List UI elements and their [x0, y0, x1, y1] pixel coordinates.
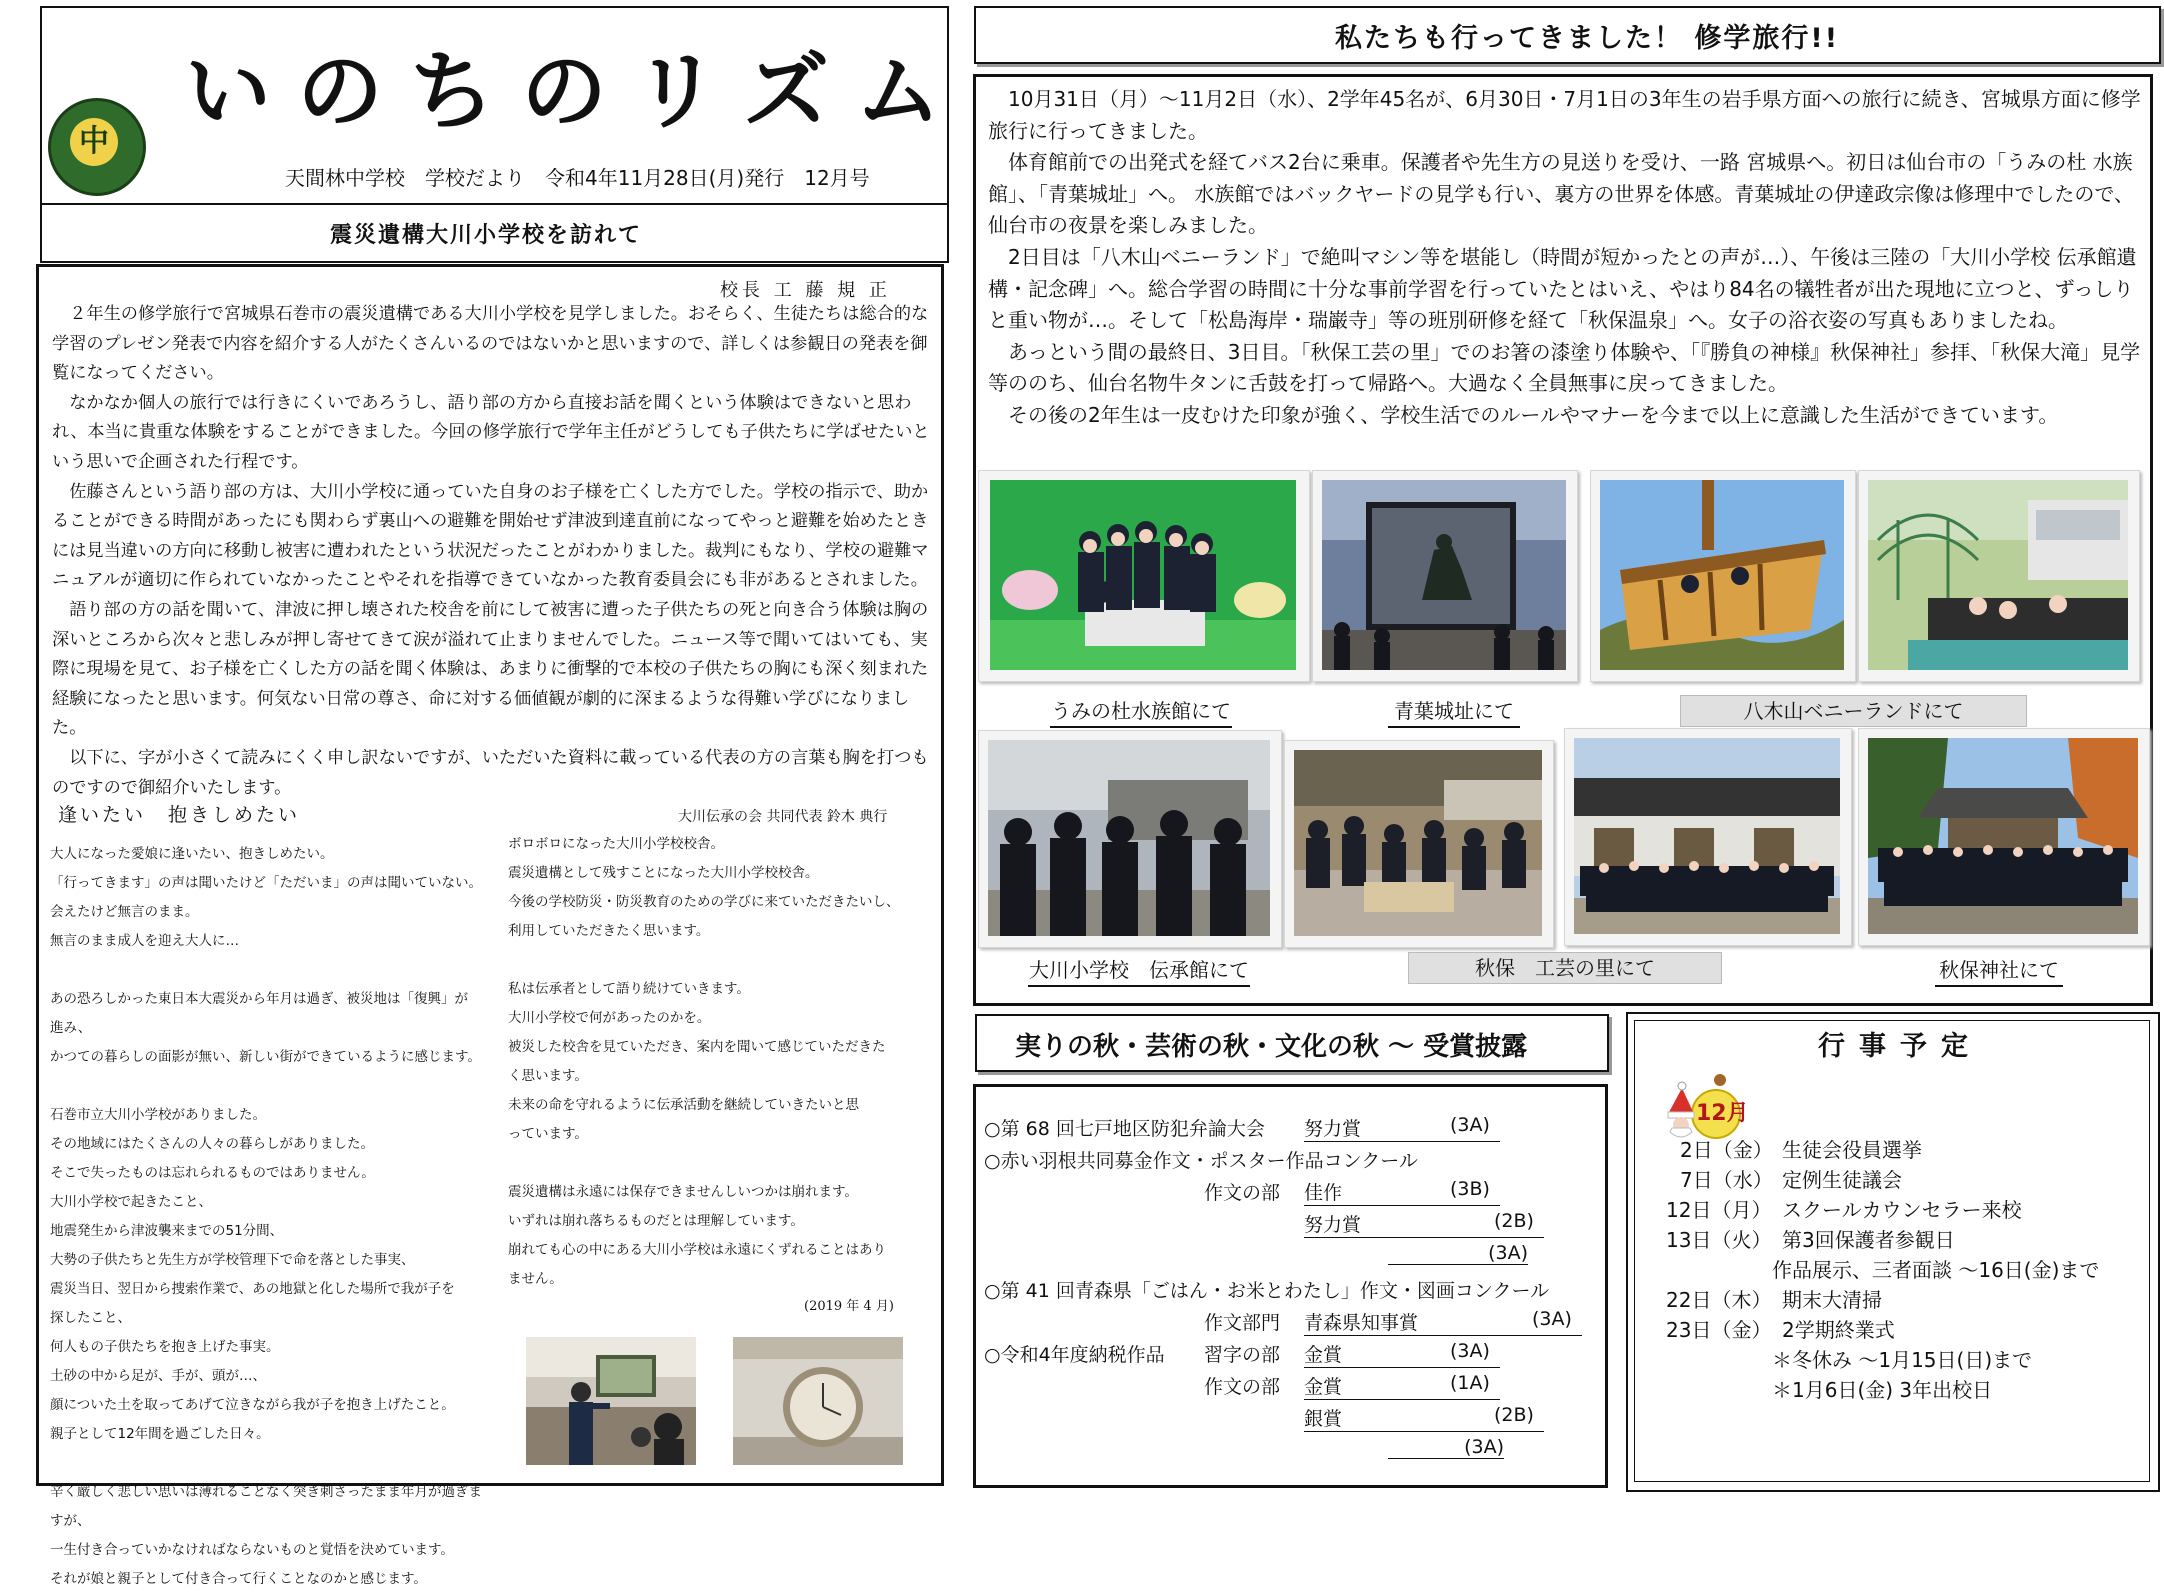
caption-aquarium: うみの杜水族館にて: [1050, 696, 1232, 728]
event-text: 定例生徒議会: [1782, 1168, 1902, 1192]
poem-line: [50, 1449, 490, 1478]
poem-line: っています。: [508, 1126, 588, 1142]
poem-line: 震災遺構として残すことになった大川小学校校舎。: [508, 865, 819, 881]
caption-aoba-castle: 青葉城址にて: [1388, 696, 1520, 728]
stopped-clock-photo: [733, 1337, 903, 1465]
poem-line: いずれは崩れ落ちるものだとは理解しています。: [508, 1213, 804, 1229]
paragraph: 語り部の方の話を聞いて、津波に押し壊された校舎を前にして被害に遭った子供たちの死と向き合う体験は胸の深いところから次々と悲しみが押し寄せてきて涙が溢れて止まりませんでした。ニュース等で聞いてはいても、実際に現場を見て、お子様を亡くした方の話を聞く体験は、あまりに衝撃的で本校の子供たちの胸にも深く刻まれた経験になったと思います。何気ない日常の尊さ、命に対する価値観が劇的に深まるような得難い学びになりました。: [52, 599, 929, 739]
paragraph: あっという間の最終日、3日目。「秋保工芸の里」でのお箸の漆塗り体験や、「『勝負の神様』秋保神社」参拝、「秋保大滝」見学等ののち、仙台名物牛タンに舌鼓を打って帰路へ。大過なく全員無事に戻ってきました。: [988, 339, 2141, 396]
akiu-craft-village-photo: [1294, 750, 1542, 936]
event-text: ＊1月6日(金) 3年出校日: [1772, 1378, 1993, 1402]
poem-line: ボロボロになった大川小学校校舎。: [508, 836, 724, 852]
award-contest: ○第 68 回七戸地区防犯弁論大会: [984, 1118, 1265, 1140]
award-contest: ○令和4年度納税作品: [984, 1344, 1165, 1366]
poem-line: その地域にはたくさんの人々の暮らしがありました。: [50, 1136, 374, 1152]
poem-line: [508, 946, 918, 975]
poem-right-column: [508, 830, 918, 1294]
poem-line: あの恐ろしかった東日本大震災から年月は過ぎ、被災地は「復興」が: [50, 991, 468, 1007]
event-date: 22日（木）: [1666, 1288, 1772, 1312]
caption-yagiyama: 八木山ベニーランドにて: [1680, 695, 2027, 727]
poem-line: 一生付き合っていかなければならないものと覚悟を決めています。: [50, 1542, 454, 1558]
award-prize: 金賞: [1304, 1340, 1500, 1368]
poem-line: 会えたけど無言のまま。: [50, 904, 199, 920]
award-class: (3A): [1532, 1308, 1572, 1330]
poem-line: 辛く厳しく悲しい思いは薄れることなく突き刺さったまま年月が過ぎま: [50, 1484, 482, 1500]
award-class: (2B): [1494, 1210, 1534, 1232]
award-section: 習字の部: [1204, 1344, 1281, 1366]
okawa-memorial-hall-photo: [988, 740, 1270, 936]
poem-date: (2019 年 4 月): [804, 1299, 894, 1314]
poem-line: 私は伝承者として語り続けていきます。: [508, 981, 750, 997]
award-class: (3A): [1388, 1242, 1528, 1265]
award-prize: 努力賞: [1304, 1114, 1500, 1142]
event-text: 作品展示、三者面談 ～16日(金)まで: [1772, 1258, 2100, 1282]
poem-line: 進み、: [50, 1020, 92, 1036]
poem-line: そこで失ったものは忘れられるものではありません。: [50, 1165, 375, 1181]
award-section: 作文の部: [1204, 1182, 1281, 1204]
trip-article-body: [988, 84, 2144, 432]
poem-line: 大川小学校で起きたこと、: [50, 1194, 212, 1210]
poem-line: 親子として12年間を過ごした日々。: [50, 1426, 270, 1442]
event-date: 12日（月）: [1666, 1198, 1772, 1222]
award-contest: ○赤い羽根共同募金作文・ポスター作品コンクール: [984, 1150, 1418, 1172]
poem-line: それが娘と親子として付き合って行くことなのかと感じます。: [50, 1571, 427, 1587]
poem-line: 未来の命を守れるように伝承活動を継続していきたいと思: [508, 1097, 859, 1113]
poem-line: [508, 1149, 918, 1178]
event-text: 第3回保護者参観日: [1782, 1228, 1955, 1252]
aoba-castle-photo: [1322, 480, 1566, 670]
award-prize: 銀賞: [1304, 1404, 1544, 1432]
awards-title: 実りの秋・芸術の秋・文化の秋 ～ 受賞披露: [1015, 1032, 1528, 1062]
award-class: (2B): [1494, 1404, 1534, 1426]
award-class: (1A): [1450, 1372, 1490, 1394]
group-photo-building: [1574, 738, 1840, 934]
award-section: 作文部門: [1204, 1312, 1281, 1334]
poem-line: 震災遺構は永遠には保存できませんしいつかは崩れます。: [508, 1184, 858, 1200]
poem-line: 何人もの子供たちを抱き上げた事実。: [50, 1339, 280, 1355]
memorial-visit-photo: [526, 1337, 696, 1465]
award-section: 作文の部: [1204, 1376, 1281, 1398]
award-prize: 青森県知事賞: [1304, 1308, 1582, 1336]
poem-line: 大人になった愛娘に逢いたい、抱きしめたい。: [50, 846, 334, 862]
issue-info: 天間林中学校 学校だより 令和4年11月28日(月)発行 12月号: [285, 166, 870, 190]
poem-line: 震災当日、翌日から捜索作業で、あの地獄と化した場所で我が子を: [50, 1281, 455, 1297]
paragraph: 10月31日（月）～11月2日（水）、2学年45名が、6月30日・7月1日の3年生の岩手県方面への旅行に続き、宮城県方面に修学旅行に行ってきました。: [988, 87, 2141, 143]
event-text: スクールカウンセラー来校: [1782, 1198, 2022, 1222]
poem-line: 地震発生から津波襲来までの51分間、: [50, 1223, 284, 1239]
caption-craft-village: 秋保 工芸の里にて: [1408, 952, 1722, 984]
poem-line: 「行ってきます」の声は聞いたけど「ただいま」の声は聞いていない。: [50, 875, 482, 891]
paragraph: ２年生の修学旅行で宮城県石巻市の震災遺構である大川小学校を見学しました。おそらく、生徒たちは総合的な学習のプレゼン発表で内容を紹介する人がたくさんいるのではないかと思いますので、詳しくは参観日の発表を御覧になってください。: [52, 304, 929, 384]
school-emblem-char: 中: [70, 118, 118, 166]
principal-name: 校長 工 藤 規 正: [720, 280, 891, 301]
paragraph: その後の2年生は一皮むけた印象が強く、学校生活でのルールやマナーを今まで以上に意識した生活ができています。: [1008, 402, 2059, 427]
poem-line: 利用していただきたく思います。: [508, 923, 710, 939]
caption-akiu-shrine: 秋保神社にて: [1935, 955, 2063, 987]
event-text: 2学期終業式: [1782, 1318, 1895, 1342]
poem-line: [50, 1072, 490, 1101]
newsletter-title: いのちのリズム: [185, 41, 968, 142]
event-date: 2日（金）: [1680, 1138, 1773, 1162]
award-class: (3B): [1450, 1178, 1490, 1200]
poem-line: 崩れても心の中にある大川小学校は永遠にくずれることはあり: [508, 1242, 886, 1258]
poem-line: 今後の学校防災・防災教育のための学びに来ていただきたいし、: [508, 894, 900, 910]
poem-title: 逢いたい 抱きしめたい: [58, 804, 301, 826]
events-title: 行事予定: [1818, 1031, 1982, 1062]
award-contest: ○第 41 回青森県「ごはん・お米とわたし」作文・図画コンクール: [984, 1280, 1550, 1302]
award-prize: 努力賞: [1304, 1210, 1544, 1238]
event-date: 7日（水）: [1680, 1168, 1773, 1192]
event-text: 期末大清掃: [1782, 1288, 1882, 1312]
event-text: 生徒会役員選挙: [1782, 1138, 1922, 1162]
poem-line: 探したこと、: [50, 1310, 131, 1326]
poem-line: [50, 956, 490, 985]
roller-coaster-photo: [1868, 480, 2128, 670]
amusement-park-photo: [1600, 480, 1844, 670]
akiu-shrine-photo: [1868, 738, 2138, 934]
paragraph: 佐藤さんという語り部の方は、大川小学校に通っていた自身のお子様を亡くした方でした。学校の指示で、助かることができる時間があったにも関わらず裏山への避難を開始せず津波到達直前になってやっと避難を始めたときには見当違いの方向に移動し被害に遭われたという状況だったことがわかりました。裁判にもなり、学校の避難マニュアルが適切に作られていなかったことやそれを指導できていなかった教育委員会にも非があるとされました。: [52, 481, 929, 591]
poem-line: 大川小学校で何があったのかを。: [508, 1010, 711, 1026]
poem-line: 土砂の中から足が、手が、頭が…、: [50, 1368, 266, 1384]
poem-line: 無言のまま成人を迎え大人に…: [50, 933, 239, 949]
december-badge-label: 12月: [1696, 1101, 1749, 1126]
paragraph: 体育館前での出発式を経てバス2台に乗車。保護者や先生方の見送りを受け、一路 宮城県へ。初日は仙台市の「うみの杜 水族館」、「青葉城址」へ。 水族館ではバックヤードの見学も行い、裏方の世界を体感。青葉城址の伊達政宗像は修理中でしたので、仙台市の夜景を楽しみました。: [988, 150, 2134, 238]
poem-line: かつての暮らしの面影が無い、新しい街ができているように感じます。: [50, 1049, 481, 1065]
paragraph: 以下に、字が小さくて読みにくく申し訳ないですが、いただいた資料に載っている代表の方の言葉も胸を打つものですので御紹介いたします。: [52, 747, 929, 798]
paragraph: なかなか個人の旅行では行きにくいであろうし、語り部の方から直接お話を聞くという体験はできないと思われ、本当に貴重な体験をすることができました。今回の修学旅行で学年主任がどうしても子供たちに学ばせたいという思いで企画された行程です。: [52, 392, 930, 472]
award-class: (3A): [1450, 1114, 1490, 1136]
trip-article-title: 私たちも行ってきました！ 修学旅行!!: [1335, 23, 1840, 54]
poem-left-column: [50, 840, 490, 1594]
caption-okawa-hall: 大川小学校 伝承館にて: [1028, 955, 1250, 987]
event-date: 23日（金）: [1666, 1318, 1772, 1342]
aquarium-photo: [990, 480, 1296, 670]
visit-article-title: 震災遺構大川小学校を訪れて: [330, 223, 643, 248]
poem-line: 石巻市立大川小学校がありました。: [50, 1107, 266, 1123]
event-date: 13日（火）: [1666, 1228, 1772, 1252]
award-class: (3A): [1388, 1436, 1504, 1459]
award-prize: 金賞: [1304, 1372, 1500, 1400]
poem-line: ません。: [508, 1271, 563, 1287]
paragraph: 2日目は「八木山ベニーランド」で絶叫マシン等を堪能し（時間が短かったとの声が…）、午後は三陸の「大川小学校 伝承館遺構・記念碑」へ。総合学習の時間に十分な事前学習を行っていたとはいえ、やはり84名の犠牲者が出た現地に立つと、ずっしりと重い物が…。そして「松島海岸・瑞巌寺」等の班別研修を経て「秋保温泉」へ。女子の浴衣姿の写真もありましたね。: [988, 244, 2137, 333]
poem-line: 大勢の子供たちと先生方が学校管理下で命を落とした事実、: [50, 1252, 415, 1268]
visit-article-body: [52, 300, 932, 803]
poem-line: すが、: [50, 1513, 91, 1529]
poem-author: 大川伝承の会 共同代表 鈴木 典行: [678, 809, 888, 825]
poem-line: 被災した校舎を見ていただき、案内を聞いて感じていただきた: [508, 1039, 886, 1055]
award-prize: 佳作: [1304, 1178, 1500, 1206]
poem-line: く思います。: [508, 1068, 588, 1084]
award-class: (3A): [1450, 1340, 1490, 1362]
event-text: ＊冬休み ～1月15日(日)まで: [1772, 1348, 2033, 1372]
poem-line: 顔についた土を取ってあげて泣きながら我が子を抱き上げたこと。: [50, 1397, 455, 1413]
